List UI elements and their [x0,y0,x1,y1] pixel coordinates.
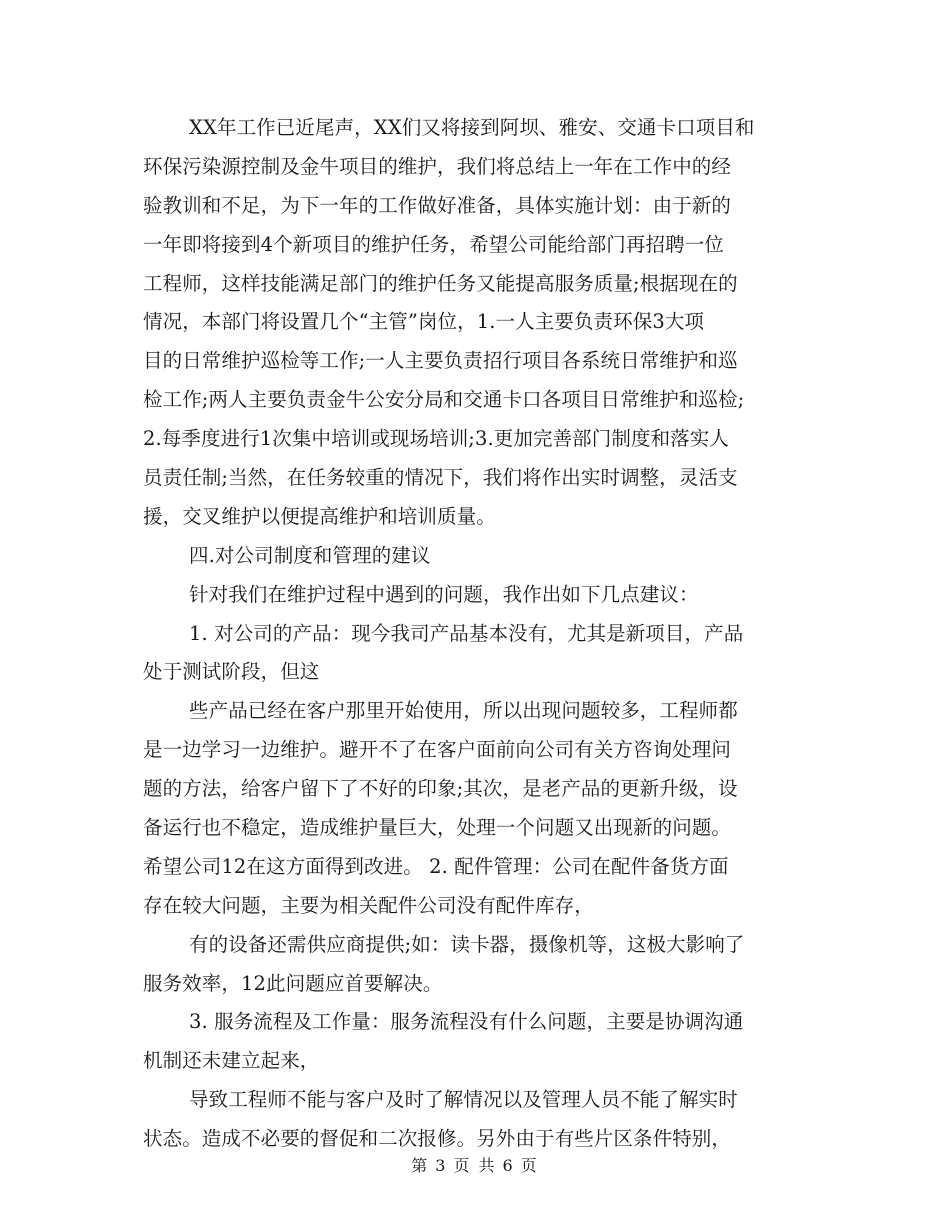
paragraph-line: 环保污染源控制及金牛项目的维护，我们将总结上一年在工作中的经 [143,154,732,178]
paragraph-line: 导致工程师不能与客户及时了解情况以及管理人员不能了解实时 [189,1088,738,1112]
footer-total-pages: 6 [502,1156,515,1175]
paragraph-line: 处于测试阶段，但这 [143,660,320,684]
footer-page-number: 3 [435,1156,448,1175]
paragraph-line: 2.每季度进行1次集中培训或现场培训;3.更加完善部门制度和落实人 [143,427,729,451]
paragraph-line: 援，交叉维护以便提高维护和培训质量。 [143,504,496,528]
section-heading: 四.对公司制度和管理的建议 [189,543,431,567]
paragraph-line: 3. 服务流程及工作量：服务流程没有什么问题，主要是协调沟通 [189,1010,744,1034]
footer-mid: 页 共 [453,1156,497,1175]
paragraph-line: 工程师，这样技能满足部门的维护任务又能提高服务质量;根据现在的 [143,271,738,295]
paragraph-line: 情况，本部门将设置几个“主管”岗位，1.一人主要负责环保3大项 [143,310,705,334]
document-body [143,109,813,1159]
paragraph-line: 验教训和不足，为下一年的工作做好准备，具体实施计划：由于新的 [143,193,732,217]
paragraph-line: 1. 对公司的产品：现今我司产品基本没有，尤其是新项目，产品 [189,621,744,645]
paragraph-line: 一年即将接到4个新项目的维护任务，希望公司能给部门再招聘一位 [143,232,724,256]
page-footer [0,1154,950,1178]
paragraph-line: 备运行也不稳定，造成维护量巨大，处理一个问题又出现新的问题。 [143,816,732,840]
footer-suffix: 页 [520,1156,539,1175]
footer-prefix: 第 [411,1156,430,1175]
paragraph-line: XX年工作已近尾声，XX们又将接到阿坝、雅安、交通卡口项目和 [189,116,755,139]
paragraph-line: 目的日常维护巡检等工作;一人主要负责招行项目各系统日常维护和巡 [143,349,738,373]
paragraph-line: 员责任制;当然，在任务较重的情况下，我们将作出实时调整，灵活支 [143,466,738,490]
paragraph-line: 是一边学习一边维护。避开不了在客户面前向公司有关方咨询处理问 [143,738,732,762]
paragraph-line: 服务效率，12此问题应首要解决。 [143,971,443,995]
paragraph-line: 有的设备还需供应商提供;如：读卡器，摄像机等，这极大影响了 [189,932,745,956]
paragraph-line: 些产品已经在客户那里开始使用，所以出现问题较多，工程师都 [189,699,738,723]
paragraph-line: 存在较大问题，主要为相关配件公司没有配件库存， [143,893,594,917]
paragraph-line: 题的方法，给客户留下了不好的印象;其次，是老产品的更新升级，设 [143,777,738,801]
paragraph-line: 希望公司12在这方面得到改进。 2. 配件管理：公司在配件备货方面 [143,854,729,878]
paragraph-line: 检工作;两人主要负责金牛公安分局和交通卡口各项目日常维护和巡检; [143,388,745,412]
paragraph-line: 机制还未建立起来， [143,1049,320,1073]
paragraph-line: 针对我们在维护过程中遇到的问题，我作出如下几点建议： [189,582,699,606]
paragraph-line: 状态。造成不必要的督促和二次报修。另外由于有些片区条件特别， [143,1127,732,1151]
